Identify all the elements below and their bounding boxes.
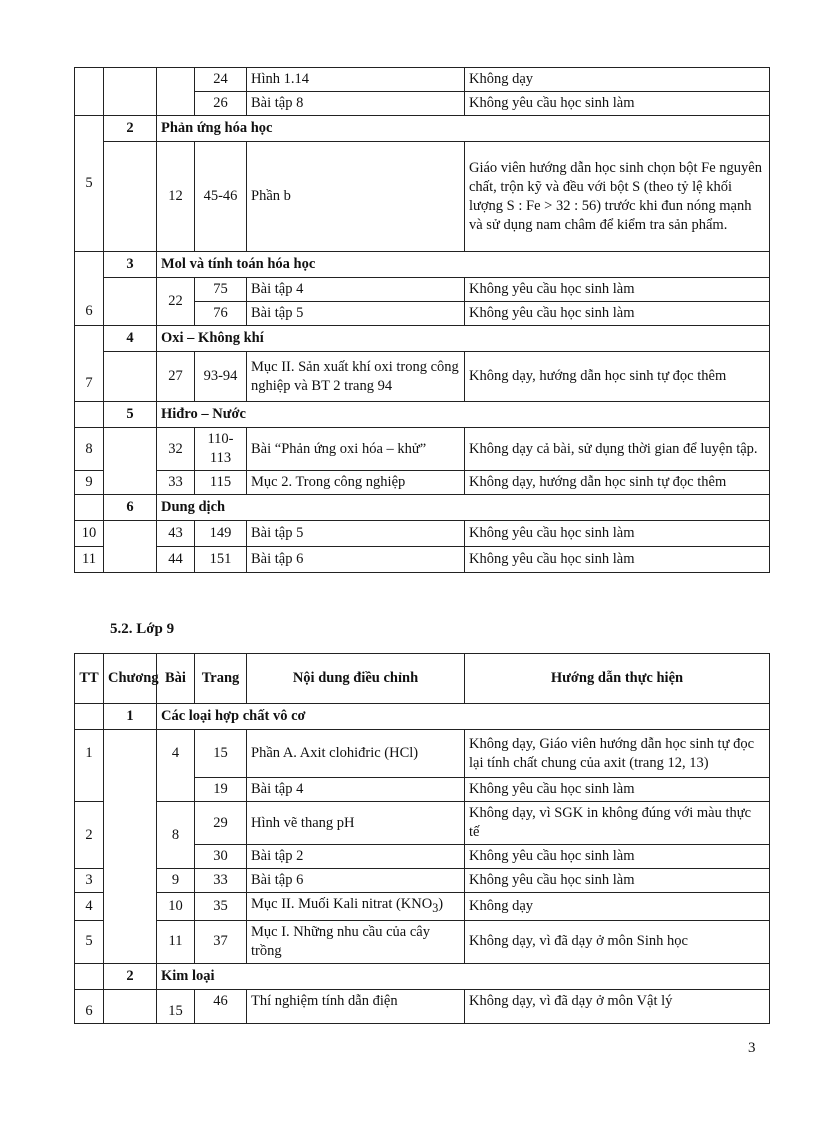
- page-cell: 24: [195, 68, 247, 92]
- page-cell: 35: [195, 893, 247, 921]
- section-title: 5.2. Lớp 9: [110, 621, 175, 637]
- guidance-cell: Không dạy, vì SGK in không đúng với màu thực tế: [465, 802, 770, 845]
- content-cell: Hình 1.14: [247, 68, 465, 92]
- tt-cell: 10: [75, 521, 104, 547]
- content-cell: [247, 893, 465, 921]
- tt-cell: 5: [75, 920, 104, 963]
- lesson-cell: 11: [157, 920, 195, 963]
- guidance-cell: Không yêu cầu học sinh làm: [465, 302, 770, 326]
- content-cell: Phần A. Axit clohiđric (HCl): [247, 730, 465, 778]
- guidance-cell: Không yêu cầu học sinh làm: [465, 547, 770, 573]
- header-page: Trang: [195, 654, 247, 704]
- page-cell: 19: [195, 778, 247, 802]
- content-cell: Bài “Phản ứng oxi hóa – khử”: [247, 428, 465, 471]
- guidance-cell: Không dạy: [465, 893, 770, 921]
- header-chapter: Chương: [104, 654, 157, 704]
- content-text: Mục II. Muối Kali nitrat (KNO: [251, 896, 433, 912]
- chapter-title: Dung dịch: [157, 495, 770, 521]
- lesson-cell: 33: [157, 471, 195, 495]
- guidance-cell: Không yêu cầu học sinh làm: [465, 869, 770, 893]
- lesson-cell: 32: [157, 428, 195, 471]
- content-cell: Bài tập 4: [247, 778, 465, 802]
- header-row: [75, 654, 770, 704]
- chapter-row: [75, 704, 770, 730]
- chapter-row: [75, 402, 770, 428]
- tt-cell: 1: [75, 730, 104, 802]
- content-cell: Hình vẽ thang pH: [247, 802, 465, 845]
- content-cell: Mục I. Những nhu cầu của cây trồng: [247, 920, 465, 963]
- chapter-title: Oxi – Không khí: [157, 326, 770, 352]
- table-row: [75, 471, 770, 495]
- guidance-cell: Không yêu cầu học sinh làm: [465, 92, 770, 116]
- table-row: [75, 278, 770, 302]
- chapter-row: [75, 963, 770, 989]
- content-cell: Thí nghiệm tính dẫn điện: [247, 989, 465, 1023]
- content-cell: Mục II. Sản xuất khí oxi trong công nghiệp và BT 2 trang 94: [247, 352, 465, 402]
- guidance-cell: Không dạy: [465, 68, 770, 92]
- tt-cell: 8: [75, 428, 104, 471]
- content-cell: Bài tập 8: [247, 92, 465, 116]
- lesson-cell: 22: [157, 278, 195, 326]
- table-row: [75, 989, 770, 1023]
- page-cell: 110-113: [195, 428, 247, 471]
- grade8-adjustment-table: [74, 67, 770, 573]
- table-row: [75, 869, 770, 893]
- content-cell: Bài tập 6: [247, 869, 465, 893]
- page-cell: 15: [195, 730, 247, 778]
- guidance-cell: Không dạy, vì đã dạy ở môn Vật lý: [465, 989, 770, 1023]
- content-cell: Bài tập 2: [247, 845, 465, 869]
- table-row: [75, 547, 770, 573]
- lesson-cell: 44: [157, 547, 195, 573]
- lesson-cell: 4: [157, 730, 195, 802]
- table-row: [75, 730, 770, 778]
- page-cell: 37: [195, 920, 247, 963]
- tt-cell: 5: [75, 116, 104, 252]
- lesson-cell: 15: [157, 989, 195, 1023]
- page-cell: 29: [195, 802, 247, 845]
- tt-cell: 7: [75, 326, 104, 402]
- table-row: [75, 521, 770, 547]
- lesson-cell: 27: [157, 352, 195, 402]
- tt-cell: 6: [75, 252, 104, 326]
- chapter-row: [75, 326, 770, 352]
- chapter-number: 3: [104, 252, 157, 278]
- table-row: [75, 352, 770, 402]
- page-cell: 46: [195, 989, 247, 1023]
- table-row: [75, 893, 770, 921]
- guidance-cell: Không dạy, hướng dẫn học sinh tự đọc thêm: [465, 352, 770, 402]
- grade9-adjustment-table: [74, 653, 770, 1024]
- guidance-cell: Không dạy, hướng dẫn học sinh tự đọc thêm: [465, 471, 770, 495]
- page-cell: 93-94: [195, 352, 247, 402]
- guidance-cell: Không dạy, vì đã dạy ở môn Sinh học: [465, 920, 770, 963]
- chapter-number: 1: [104, 704, 157, 730]
- content-cell: Bài tập 5: [247, 302, 465, 326]
- chapter-title: Phản ứng hóa học: [157, 116, 770, 142]
- page-number: 3: [748, 1040, 756, 1056]
- lesson-cell: 12: [157, 142, 195, 252]
- chapter-title: Kim loại: [157, 963, 770, 989]
- subscript: 3: [432, 900, 439, 915]
- lesson-cell: 8: [157, 802, 195, 869]
- tt-cell: 11: [75, 547, 104, 573]
- chapter-title: Mol và tính toán hóa học: [157, 252, 770, 278]
- content-cell: Bài tập 5: [247, 521, 465, 547]
- page-cell: 33: [195, 869, 247, 893]
- chapter-number: 5: [104, 402, 157, 428]
- chapter-number: 4: [104, 326, 157, 352]
- table-row: [75, 428, 770, 471]
- chapter-title: Hiđro – Nước: [157, 402, 770, 428]
- header-tt: TT: [75, 654, 104, 704]
- guidance-cell: Không yêu cầu học sinh làm: [465, 521, 770, 547]
- tt-cell: 2: [75, 802, 104, 869]
- page-cell: 76: [195, 302, 247, 326]
- table-row: [75, 142, 770, 252]
- table-row: [75, 802, 770, 845]
- chapter-number: 2: [104, 116, 157, 142]
- content-cell: Bài tập 4: [247, 278, 465, 302]
- chapter-title: Các loại hợp chất vô cơ: [157, 704, 770, 730]
- chapter-number: 2: [104, 963, 157, 989]
- guidance-cell: Không yêu cầu học sinh làm: [465, 278, 770, 302]
- page-cell: 45-46: [195, 142, 247, 252]
- tt-cell: 6: [75, 989, 104, 1023]
- chapter-row: [75, 495, 770, 521]
- header-content: Nội dung điều chỉnh: [247, 654, 465, 704]
- page-cell: 30: [195, 845, 247, 869]
- page-cell: 149: [195, 521, 247, 547]
- header-guidance: Hướng dẫn thực hiện: [465, 654, 770, 704]
- lesson-cell: 10: [157, 893, 195, 921]
- page-cell: 115: [195, 471, 247, 495]
- header-lesson: Bài: [157, 654, 195, 704]
- chapter-row: [75, 116, 770, 142]
- chapter-number: 6: [104, 495, 157, 521]
- lesson-cell: 43: [157, 521, 195, 547]
- guidance-cell: Không yêu cầu học sinh làm: [465, 845, 770, 869]
- tt-cell: 4: [75, 893, 104, 921]
- table-row: [75, 68, 770, 92]
- tt-cell: 9: [75, 471, 104, 495]
- guidance-cell: Không dạy cả bài, sử dụng thời gian để luyện tập.: [465, 428, 770, 471]
- content-cell: Mục 2. Trong công nghiệp: [247, 471, 465, 495]
- page-cell: 26: [195, 92, 247, 116]
- page-cell: 151: [195, 547, 247, 573]
- lesson-cell: 9: [157, 869, 195, 893]
- guidance-cell: Giáo viên hướng dẫn học sinh chọn bột Fe nguyên chất, trộn kỹ và đều với bột S (theo tỷ lệ khối lượng S : Fe > 32 : 56) trước khi đun nóng mạnh và sử dụng nam châm để kiểm tra sản phẩm.: [465, 142, 770, 252]
- content-cell: Phần b: [247, 142, 465, 252]
- content-cell: Bài tập 6: [247, 547, 465, 573]
- guidance-cell: Không dạy, Giáo viên hướng dẫn học sinh tự đọc lại tính chất chung của axit (trang 12, 13): [465, 730, 770, 778]
- guidance-cell: Không yêu cầu học sinh làm: [465, 778, 770, 802]
- chapter-row: [75, 252, 770, 278]
- content-text-end: ): [438, 896, 444, 912]
- tt-cell: 3: [75, 869, 104, 893]
- table-row: [75, 920, 770, 963]
- page-cell: 75: [195, 278, 247, 302]
